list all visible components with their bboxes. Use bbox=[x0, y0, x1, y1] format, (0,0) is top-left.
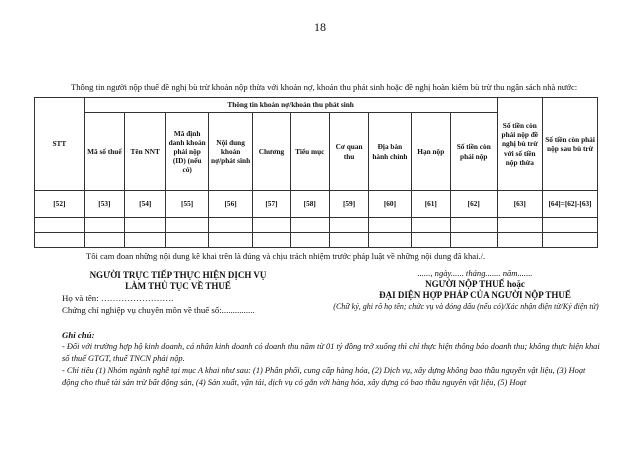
intro-text: Thông tin người nộp thuế đề nghị bù trừ khoản nộp thừa với khoản nợ, khoản thu phát sinh hoặc đề nghị hoàn kiêm bù trừ thu ngân sách nhà nước: bbox=[71, 82, 578, 92]
blank-row bbox=[35, 218, 598, 233]
header-mst: Mã số thuế bbox=[84, 113, 124, 191]
agent-title: NGƯỜI TRỰC TIẾP THỰC HIỆN DỊCH VỤ bbox=[89, 270, 267, 280]
code-cell: [62] bbox=[450, 191, 497, 218]
header-noi-dung: Nội dung khoản nợ/phát sinh bbox=[208, 113, 253, 191]
signature-note: (Chữ ký, ghi rõ họ tên; chức vụ và đóng dấu (nếu có)/Xác nhận điện tử/Ký điện tử) bbox=[333, 302, 599, 311]
header-co-quan-thu: Cơ quan thu bbox=[329, 113, 368, 191]
header-so-tien-sau-bu-tru: Số tiền còn phải nộp sau bù trừ bbox=[543, 98, 598, 191]
code-cell: [59] bbox=[329, 191, 368, 218]
agent-name-line: Họ và tên: ……………………. bbox=[62, 293, 174, 303]
header-ma-dinh-danh: Mã định danh khoản phải nộp (ID) (nếu có) bbox=[166, 113, 208, 191]
notes-heading: Ghi chú: bbox=[62, 330, 95, 340]
header-tieu-muc: Tiểu mục bbox=[290, 113, 329, 191]
header-ten-nnt: Tên NNT bbox=[125, 113, 166, 191]
code-cell: [58] bbox=[290, 191, 329, 218]
code-cell: [60] bbox=[369, 191, 411, 218]
taxpayer-title: NGƯỜI NỘP THUẾ hoặc bbox=[425, 279, 525, 289]
code-cell: [61] bbox=[411, 191, 450, 218]
header-so-tien-con-phai-nop: Số tiền còn phải nộp bbox=[450, 113, 497, 191]
code-cell: [64]=[62]-[63] bbox=[543, 191, 598, 218]
code-cell: [57] bbox=[253, 191, 290, 218]
header-stt: STT bbox=[35, 98, 85, 191]
header-han-nop: Hạn nộp bbox=[411, 113, 450, 191]
code-cell: [55] bbox=[166, 191, 208, 218]
note-1: - Đối với trường hợp hộ kinh doanh, cá nhân kinh doanh có doanh thu năm từ 01 tỷ đồng trở xuống thì chỉ thực hiện thông báo doanh thu; không thực hiện khai số thuế GTGT, thuế TNCN phải nộp. bbox=[62, 342, 600, 363]
offset-table bbox=[34, 97, 598, 248]
commitment-text: Tôi cam đoan những nội dung kê khai trên là đúng và chịu trách nhiệm trước pháp luật về những nội dung đã khai./. bbox=[86, 251, 486, 261]
code-cell: [52] bbox=[35, 191, 85, 218]
header-group: Thông tin khoản nợ/khoản thu phát sinh bbox=[84, 98, 497, 113]
code-cell: [56] bbox=[208, 191, 253, 218]
agent-subtitle: LÀM THỦ TỤC VỀ THUẾ bbox=[125, 281, 231, 291]
header-so-tien-de-nghi: Số tiền còn phải nộp đề nghị bù trừ với số tiền nộp thừa bbox=[497, 98, 543, 191]
blank-row bbox=[35, 233, 598, 248]
date-line: ......, ngày...... tháng....... năm....... bbox=[417, 268, 533, 278]
code-cell: [54] bbox=[125, 191, 166, 218]
agent-cert-line: Chứng chỉ nghiệp vụ chuyên môn về thuế số:............... bbox=[62, 305, 255, 315]
code-cell: [63] bbox=[497, 191, 543, 218]
code-cell: [53] bbox=[84, 191, 124, 218]
header-dia-ban: Địa bàn hành chính bbox=[369, 113, 411, 191]
header-chuong: Chương bbox=[253, 113, 290, 191]
page-number: 18 bbox=[314, 20, 326, 34]
legal-rep-title: ĐẠI DIỆN HỢP PHÁP CỦA NGƯỜI NỘP THUẾ bbox=[379, 290, 571, 300]
note-2: - Chỉ tiêu (1) Nhóm ngành nghề tại mục A khai như sau: (1) Phân phối, cung cấp hàng hóa, (2) Dịch vụ, xây dựng không bao thầu nguyên vật liệu, (3) Hoạt động cho thuê tài sản trừ bất động sản, (4) Sản xuất, vận tải, dịch vụ có gắn với hàng hóa, xây dựng có bao thầu nguyên vật liệu, (5) Hoạt bbox=[62, 366, 586, 387]
